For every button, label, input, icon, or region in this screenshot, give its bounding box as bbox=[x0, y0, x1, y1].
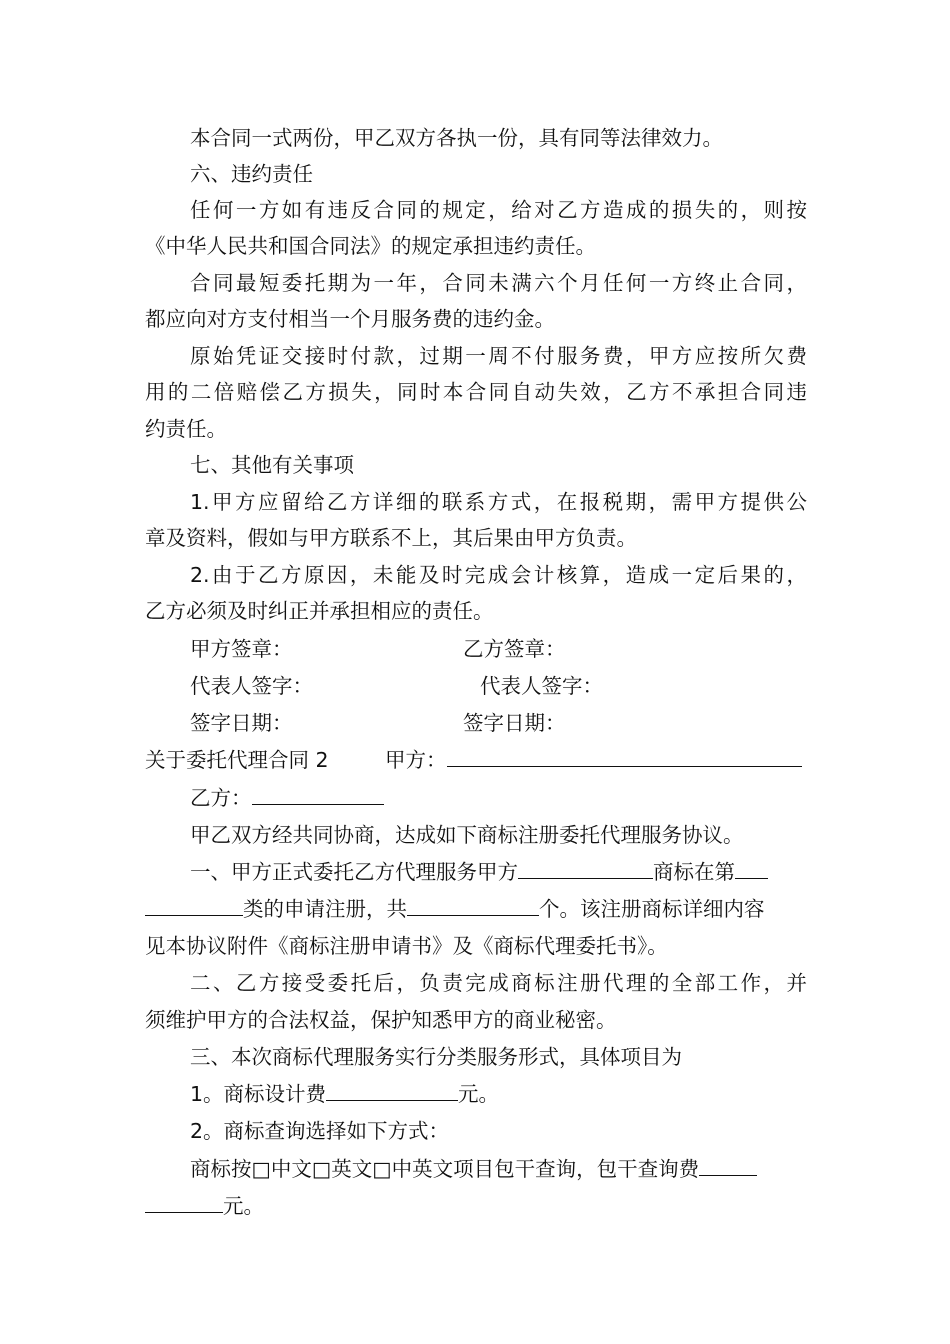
party-a-seal-label: 甲方签章： bbox=[190, 637, 293, 661]
trademark-name-blank bbox=[518, 854, 653, 879]
party-b-label: 乙方： bbox=[190, 786, 252, 810]
line-text: 类的申请注册，共 bbox=[243, 897, 407, 921]
party-a-sign-date-label: 签字日期： bbox=[190, 711, 293, 735]
class-number-blank bbox=[735, 854, 768, 879]
contract-title: 关于委托代理合同 2 bbox=[145, 748, 329, 772]
line-text: 1。商标设计费 bbox=[190, 1082, 327, 1106]
paragraph-line bbox=[145, 1188, 264, 1224]
party-a-blank bbox=[447, 742, 802, 767]
paragraph-line: 见本协议附件《商标注册申请书》及《商标代理委托书》。 bbox=[145, 934, 668, 958]
party-a-rep-signature-label: 代表人签字： bbox=[190, 674, 313, 698]
paragraph-line: 原始凭证交接时付款，过期一周不付服务费，甲方应按所欠费 bbox=[190, 344, 807, 368]
party-b-field bbox=[190, 780, 384, 816]
party-a-label: 甲方： bbox=[385, 748, 447, 772]
paragraph-line: 2.由于乙方原因，未能及时完成会计核算，造成一定后果的， bbox=[190, 563, 807, 587]
search-fee-blank-cont bbox=[145, 1188, 223, 1213]
paragraph-line: 甲乙双方经共同协商，达成如下商标注册委托代理服务协议。 bbox=[190, 823, 744, 847]
line-text: 元。 bbox=[223, 1194, 264, 1218]
line-text: 一、甲方正式委托乙方代理服务甲方 bbox=[190, 860, 518, 884]
party-b-rep-signature-label: 代表人签字： bbox=[480, 674, 603, 698]
section-heading: 六、违约责任 bbox=[190, 162, 313, 186]
paragraph-line: 2。商标查询选择如下方式： bbox=[190, 1119, 450, 1143]
line-text: 个。该注册商标详细内容 bbox=[539, 897, 765, 921]
paragraph-line: 二、乙方接受委托后，负责完成商标注册代理的全部工作，并 bbox=[190, 971, 807, 995]
party-b-seal-label: 乙方签章： bbox=[463, 637, 566, 661]
paragraph-line: 1.甲方应留给乙方详细的联系方式，在报税期，需甲方提供公 bbox=[190, 490, 807, 514]
paragraph-line: 本合同一式两份，甲乙双方各执一份，具有同等法律效力。 bbox=[190, 126, 723, 150]
section-heading: 七、其他有关事项 bbox=[190, 453, 354, 477]
party-b-blank bbox=[252, 780, 384, 805]
paragraph-line bbox=[190, 1076, 499, 1112]
paragraph-line bbox=[190, 854, 768, 890]
count-blank bbox=[407, 891, 539, 916]
paragraph-line: 须维护甲方的合法权益，保护知悉甲方的商业秘密。 bbox=[145, 1008, 617, 1032]
paragraph-line: 乙方必须及时纠正并承担相应的责任。 bbox=[145, 599, 494, 623]
paragraph-line: 都应向对方支付相当一个月服务费的违约金。 bbox=[145, 307, 555, 331]
search-fee-blank bbox=[699, 1151, 757, 1176]
class-number-blank-cont bbox=[145, 891, 243, 916]
paragraph-line: 三、本次商标代理服务实行分类服务形式，具体项目为 bbox=[190, 1045, 682, 1069]
paragraph-line: 约责任。 bbox=[145, 417, 227, 441]
paragraph-line: 章及资料，假如与甲方联系不上，其后果由甲方负责。 bbox=[145, 526, 637, 550]
paragraph-line: 《中华人民共和国合同法》的规定承担违约责任。 bbox=[145, 234, 596, 258]
paragraph-line bbox=[190, 1151, 757, 1187]
line-text: 商标按□中文□英文□中英文项目包干查询，包干查询费 bbox=[190, 1157, 700, 1181]
line-text: 商标在第 bbox=[653, 860, 735, 884]
paragraph-line: 合同最短委托期为一年，合同未满六个月任何一方终止合同， bbox=[190, 271, 807, 295]
line-text: 元。 bbox=[458, 1082, 500, 1106]
party-a-field bbox=[385, 742, 802, 778]
paragraph-line: 任何一方如有违反合同的规定，给对乙方造成的损失的，则按 bbox=[190, 198, 807, 222]
paragraph-line bbox=[145, 891, 765, 927]
party-b-sign-date-label: 签字日期： bbox=[463, 711, 566, 735]
design-fee-blank bbox=[326, 1076, 458, 1101]
paragraph-line: 用的二倍赔偿乙方损失，同时本合同自动失效，乙方不承担合同违 bbox=[145, 380, 807, 404]
